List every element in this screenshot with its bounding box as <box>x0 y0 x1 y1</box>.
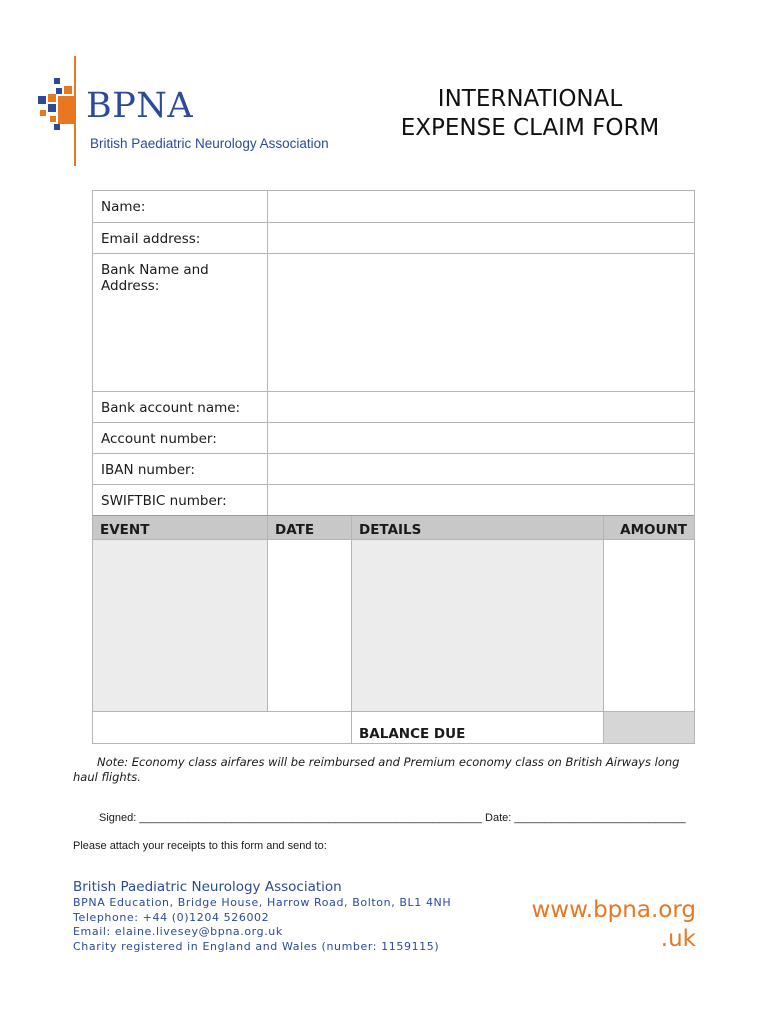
footer-email[interactable]: Email: elaine.livesey@bpna.org.uk <box>73 925 283 938</box>
bank-label-line2: Address: <box>101 278 160 294</box>
email-field[interactable] <box>268 223 694 253</box>
balance-due-field[interactable] <box>604 712 694 743</box>
amount-cell[interactable] <box>604 540 694 711</box>
website-line1: www.bpna.org <box>531 897 696 923</box>
iban-field[interactable] <box>268 454 694 484</box>
date-cell[interactable] <box>268 540 352 711</box>
logo-subtitle: British Paediatric Neurology Association <box>90 136 329 151</box>
bank-label-line1: Bank Name and <box>101 262 209 278</box>
signature-line: Signed: ________________________________________________________ Date: ____________________________ <box>99 812 686 824</box>
iban-label: IBAN number: <box>93 454 268 484</box>
footer-address-line: BPNA Education, Bridge House, Harrow Road, Bolton, BL1 4NH <box>73 896 452 909</box>
iban-row <box>93 453 694 484</box>
bank-row <box>93 253 694 391</box>
bank-label <box>93 254 268 391</box>
account-name-label: Bank account name: <box>93 392 268 422</box>
name-label: Name: <box>93 191 268 222</box>
event-cell[interactable] <box>93 540 268 711</box>
swift-row <box>93 484 694 515</box>
form-title-line1: INTERNATIONAL <box>437 86 623 112</box>
footer-charity: Charity registered in England and Wales (number: 1159115) <box>73 939 440 953</box>
event-header: EVENT <box>93 516 268 539</box>
account-name-field[interactable] <box>268 392 694 422</box>
email-row <box>93 222 694 253</box>
balance-row <box>93 711 694 743</box>
name-field[interactable] <box>268 191 694 222</box>
details-cell[interactable] <box>352 540 604 711</box>
footer-org: British Paediatric Neurology Association <box>73 879 342 895</box>
account-number-label: Account number: <box>93 423 268 453</box>
balance-due-label: BALANCE DUE <box>352 712 604 743</box>
website-line2: .uk <box>660 926 696 952</box>
claim-form <box>92 190 695 744</box>
account-name-row <box>93 391 694 422</box>
account-number-field[interactable] <box>268 423 694 453</box>
footer-address <box>73 879 451 954</box>
date-header: DATE <box>268 516 352 539</box>
logo-wordmark: BPNA <box>86 86 194 126</box>
amount-header: AMOUNT <box>620 522 687 538</box>
email-label: Email address: <box>93 223 268 253</box>
form-title <box>370 85 690 143</box>
logo-mosaic-icon <box>36 78 80 130</box>
bank-address-field[interactable] <box>268 254 694 391</box>
form-title-line2: EXPENSE CLAIM FORM <box>400 115 660 141</box>
bpna-logo <box>36 56 376 166</box>
footer-phone: Telephone: +44 (0)1204 526002 <box>73 910 270 924</box>
airfare-note: Note: Economy class airfares will be reimbursed and Premium economy class on British Airways long haul flights. <box>73 755 680 784</box>
balance-blank-cell <box>93 712 352 743</box>
account-number-row <box>93 422 694 453</box>
expenses-header <box>93 515 694 539</box>
expenses-body <box>93 539 694 711</box>
details-header: DETAILS <box>352 516 604 539</box>
name-row <box>93 191 694 222</box>
swift-label: SWIFTBIC number: <box>93 485 268 515</box>
swift-field[interactable] <box>268 485 694 515</box>
attach-instructions: Please attach your receipts to this form and send to: <box>73 840 327 852</box>
website-link[interactable] <box>480 896 696 954</box>
